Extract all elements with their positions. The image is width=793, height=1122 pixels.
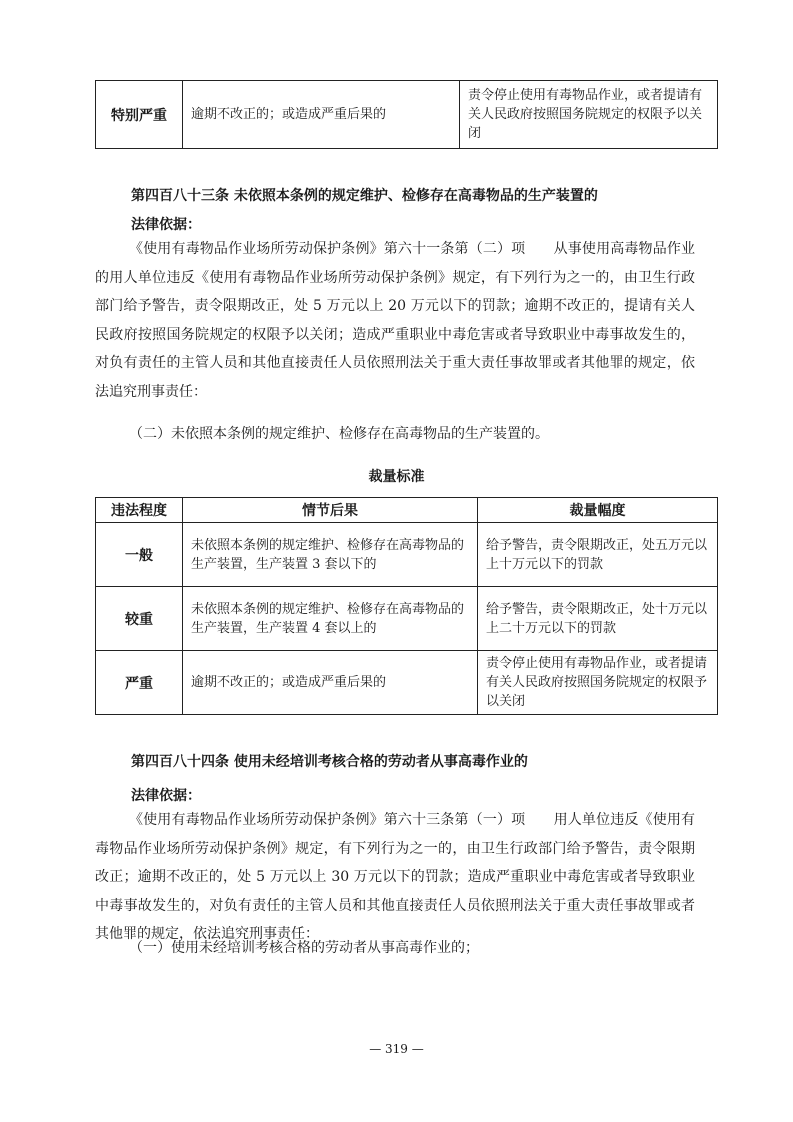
level-cell: 一般 <box>96 523 183 587</box>
article-484-basis-label: 法律依据： <box>131 788 201 804</box>
table-row <box>96 651 718 715</box>
range-cell: 责令停止使用有毒物品作业，或者提请有关人民政府按照国务院规定的权限予以关闭 <box>460 81 718 149</box>
header-range: 裁量幅度 <box>478 498 718 523</box>
level-cell: 特别严重 <box>96 81 183 149</box>
circumstance-cell: 逾期不改正的；或造成严重后果的 <box>183 651 478 715</box>
range-cell: 给予警告，责令限期改正，处五万元以上十万元以下的罚款 <box>478 523 718 587</box>
header-circumstance: 情节后果 <box>183 498 478 523</box>
article-483-title: 第四百八十三条 未依照本条例的规定维护、检修存在高毒物品的生产装置的 <box>131 188 598 204</box>
table-header-row <box>96 498 718 523</box>
top-penalty-table <box>95 80 718 149</box>
article-483-standard-table <box>95 497 718 715</box>
table-row <box>96 587 718 651</box>
page-number: — 319 — <box>369 1042 424 1056</box>
circumstance-cell: 未依照本条例的规定维护、检修存在高毒物品的生产装置，生产装置 3 套以下的 <box>183 523 478 587</box>
table-row <box>96 523 718 587</box>
article-483-paragraph-2: （二）未依照本条例的规定维护、检修存在高毒物品的生产装置的。 <box>129 426 549 442</box>
range-cell: 给予警告，责令限期改正，处十万元以上二十万元以下的罚款 <box>478 587 718 651</box>
circumstance-cell: 逾期不改正的；或造成严重后果的 <box>183 81 460 149</box>
header-level: 违法程度 <box>96 498 183 523</box>
article-484-paragraph-1: 《使用有毒物品作业场所劳动保护条例》第六十三条第（一）项 用人单位违反《使用有毒物品作业场所劳动保护条例》规定，有下列行为之一的，由卫生行政部门给予警告，责令限期改正；逾期不改正的，处 5 万元以上 30 万元以下的罚款；造成严重职业中毒危害或者导致职业中毒事故发生的，对负有责任的主管人员和其他直接责任人员依照刑法关于重大责任事故罪或者其他罪的规定，依法追究刑事责任： <box>95 812 695 942</box>
circumstance-cell: 未依照本条例的规定维护、检修存在高毒物品的生产装置，生产装置 4 套以上的 <box>183 587 478 651</box>
article-484-title: 第四百八十四条 使用未经培训考核合格的劳动者从事高毒作业的 <box>131 754 528 770</box>
table-row <box>96 81 718 149</box>
article-483-standard-title: 裁量标准 <box>368 469 425 485</box>
article-483-paragraph-1: 《使用有毒物品作业场所劳动保护条例》第六十一条第（二）项 从事使用高毒物品作业的用人单位违反《使用有毒物品作业场所劳动保护条例》规定，有下列行为之一的，由卫生行政部门给予警告，责令限期改正，处 5 万元以上 20 万元以下的罚款；逾期不改正的，提请有关人民政府按照国务院规定的权限予以关闭；造成严重职业中毒危害或者导致职业中毒事故发生的，对负有责任的主管人员和其他直接责任人员依照刑法关于重大责任事故罪或者其他罪的规定，依法追究刑事责任： <box>95 241 695 400</box>
level-cell: 较重 <box>96 587 183 651</box>
article-483-basis-label: 法律依据： <box>131 217 201 233</box>
range-cell: 责令停止使用有毒物品作业，或者提请有关人民政府按照国务院规定的权限予以关闭 <box>478 651 718 715</box>
article-484-paragraph-2: （一）使用未经培训考核合格的劳动者从事高毒作业的； <box>129 940 479 956</box>
level-cell: 严重 <box>96 651 183 715</box>
